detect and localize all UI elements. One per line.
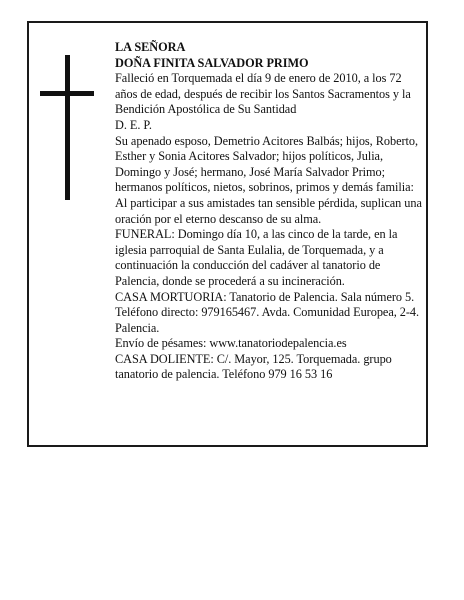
deceased-name: DOÑA FINITA SALVADOR PRIMO xyxy=(115,55,309,70)
notice-heading: LA SEÑORA xyxy=(115,40,186,54)
prayer-request: Al participar a sus amistades tan sensible pérdida, suplican una oración por el eterno descanso de su alma. xyxy=(115,195,422,226)
cross-icon xyxy=(40,55,94,200)
condolences-website: Envío de pésames: www.tanatoriodepalencia.es xyxy=(115,336,347,351)
funeral-details: FUNERAL: Domingo día 10, a las cinco de la tarde, en la iglesia parroquial de Santa Eulalia, de Torquemada, y a continuación la conducción del cadáver al tanatorio de Palencia, donde se procederá a su incineración. xyxy=(115,227,398,288)
rest-in-peace: D. E. P. xyxy=(115,117,152,132)
cross-horizontal-bar xyxy=(40,91,94,96)
death-details: Falleció en Torquemada el día 9 de enero de 2010, a los 72 años de edad, después de recibir los Santos Sacramentos y la Bendición Apostólica de Su Santidad xyxy=(115,71,411,117)
obituary-notice xyxy=(27,21,428,447)
mortuary-details: CASA MORTUORIA: Tanatorio de Palencia. Sala número 5. Teléfono directo: 979165467. Avda. Comunidad Europea, 2-4. Palencia. xyxy=(115,289,420,335)
family-list: Su apenado esposo, Demetrio Acitores Balbás; hijos, Roberto, Esther y Sonia Acitores Salvador; hijos políticos, Julia, Domingo y José; hermano, José María Salvador Primo; hermanos políticos, nietos, sobrinos, primos y demás familia: xyxy=(115,133,419,195)
notice-body xyxy=(115,40,425,383)
mourning-house-details: CASA DOLIENTE: C/. Mayor, 125. Torquemada. grupo tanatorio de palencia. Teléfono 979 16 53 16 xyxy=(115,351,392,382)
cross-vertical-bar xyxy=(65,55,70,200)
